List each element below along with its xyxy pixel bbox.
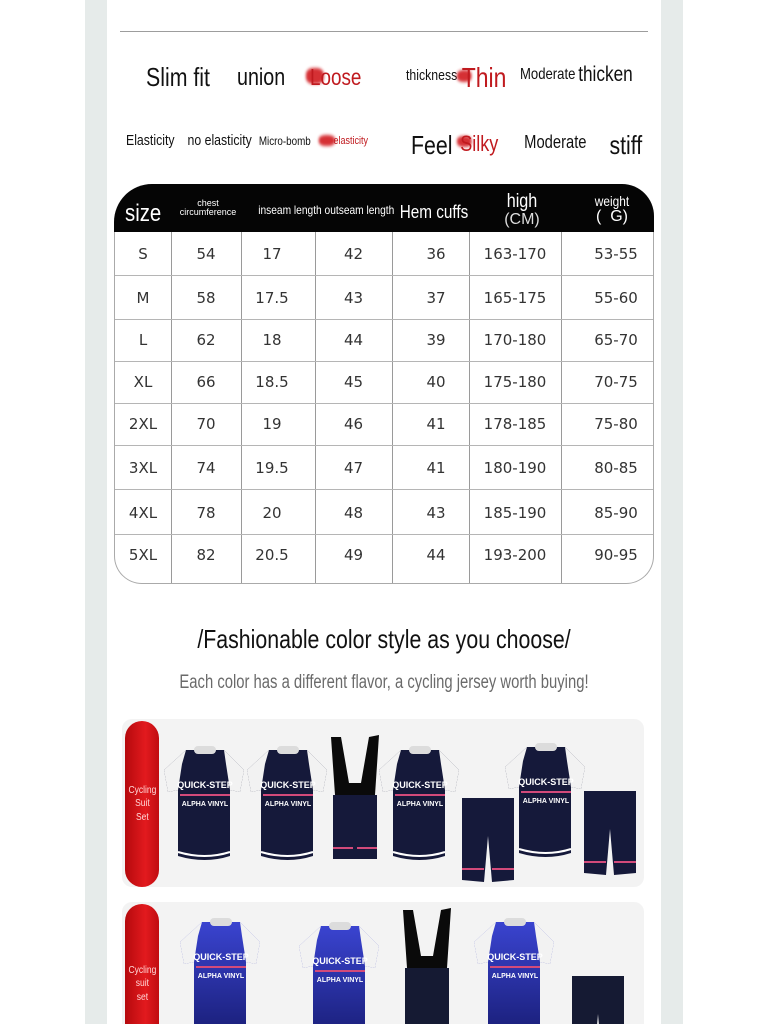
table-row [115,360,654,404]
svg-text:QUICK-STEP: QUICK-STEP [487,952,543,962]
svg-text:ALPHA VINYL: ALPHA VINYL [522,798,570,805]
cell-chest: 78 [196,503,216,522]
cell-outseam: 49 [343,546,364,564]
svg-text:ALPHA VINYL: ALPHA VINYL [396,801,444,808]
jersey-image [164,744,246,862]
svg-text:QUICK-STEP: QUICK-STEP [518,777,574,787]
cell-inseam: 18.5 [255,372,289,391]
elasticity-option-none: no elasticity [187,132,252,149]
cell-chest: 70 [196,414,216,433]
table-row [115,232,654,276]
fit-attribute [146,62,392,92]
cell-weight: 85-90 [594,503,638,522]
cell-height: 175-180 [483,372,547,391]
svg-text:QUICK-STEP: QUICK-STEP [177,780,233,790]
jersey-image [180,916,262,1024]
fit-label: Slim fit [146,62,210,92]
thickness-attribute [406,62,652,92]
cell-weight: 53-55 [594,244,638,263]
header-chest [170,199,246,218]
cell-inseam: 17.5 [255,288,289,307]
cell-size: M [136,288,150,307]
tab-line: set [136,991,148,1003]
header-height-line1: high [506,191,538,212]
product-tab-label [125,721,159,887]
cell-inseam: 20.5 [255,546,289,564]
feel-attribute [411,128,657,160]
left-margin-strip [85,0,107,1024]
cell-weight: 55-60 [594,288,638,307]
cell-height: 170-180 [483,330,547,349]
cell-inseam: 20 [262,503,282,522]
elasticity-label: Elasticity [126,132,175,149]
cell-inseam: 18 [262,330,282,349]
jersey-image [299,920,381,1024]
cell-weight: 75-80 [594,414,638,433]
right-margin-strip [661,0,683,1024]
cell-hem: 44 [426,546,446,564]
cell-size: 5XL [128,546,158,564]
svg-text:QUICK-STEP: QUICK-STEP [392,780,448,790]
svg-text:ALPHA VINYL: ALPHA VINYL [264,801,312,808]
header-chest-line1: chest [197,198,219,208]
header-weight-line1: weight [594,193,630,209]
cell-weight: 65-70 [594,330,638,349]
feel-option-moderate: Moderate [524,132,587,152]
jersey-image [379,744,461,862]
section-subtitle: Each color has a different flavor, a cycling jersey worth buying! [179,672,589,693]
svg-text:ALPHA VINYL: ALPHA VINYL [197,973,245,980]
cell-outseam: 45 [343,372,364,391]
svg-text:ALPHA VINYL: ALPHA VINYL [181,801,229,808]
cell-outseam: 46 [343,414,364,433]
cell-outseam: 48 [343,503,364,522]
feel-option-stiff: stiff [609,130,643,160]
product-detail-page [107,0,661,1024]
shorts-image [570,974,626,1024]
elasticity-option-high: elasticity [333,135,369,147]
cell-hem: 36 [426,244,446,263]
table-row [115,402,654,446]
jersey-image [474,916,556,1024]
header-weight [574,194,650,225]
divider [120,31,648,32]
cell-weight: 90-95 [594,546,638,564]
cell-weight: 70-75 [594,372,638,391]
cell-height: 185-190 [483,503,547,522]
cell-hem: 43 [426,503,446,522]
elasticity-attribute [126,132,372,156]
cell-chest: 82 [196,546,216,564]
tab-line: Set [135,811,149,823]
size-chart-body [114,232,654,584]
cell-outseam: 47 [343,458,364,477]
header-size: size [125,200,162,227]
thickness-option-moderate: Moderate [519,66,576,83]
size-chart-header [114,184,654,232]
elasticity-option-micro: Micro-bomb [258,134,311,148]
cell-height: 193-200 [483,546,547,564]
cell-chest: 74 [196,458,216,477]
cell-chest: 66 [196,372,216,391]
cell-size: S [138,244,148,263]
table-row [115,318,654,362]
cell-size: L [138,330,148,349]
thickness-label: thickness [406,67,458,84]
fit-option-loose: Loose [310,64,362,90]
table-row [115,491,654,535]
tab-line: suit [135,978,149,990]
cell-chest: 58 [196,288,216,307]
cell-outseam: 42 [343,244,364,263]
cell-hem: 41 [426,458,446,477]
feel-label: Feel [411,130,453,160]
cell-size: 2XL [128,414,158,433]
cell-inseam: 17 [262,244,282,263]
svg-text:ALPHA VINYL: ALPHA VINYL [491,973,539,980]
cell-height: 178-185 [483,414,547,433]
cell-hem: 37 [426,288,446,307]
bib-shorts-image [327,735,383,869]
cell-hem: 40 [426,372,446,391]
header-inseam-outseam: inseam length outseam length [258,203,395,217]
tab-line: Cycling [128,964,156,976]
thickness-option-thicken: thicken [578,63,633,86]
table-row [115,535,654,584]
header-chest-line2: circumference [179,207,237,218]
cell-outseam: 43 [343,288,364,307]
product-card-blue[interactable] [122,902,644,1024]
size-chart-table [114,184,654,584]
tab-line: Suit [134,798,150,810]
product-tab-label [125,904,159,1024]
cell-size: 4XL [128,503,158,522]
svg-text:QUICK-STEP: QUICK-STEP [260,780,316,790]
svg-text:QUICK-STEP: QUICK-STEP [193,952,249,962]
cell-hem: 39 [426,330,446,349]
svg-text:ALPHA VINYL: ALPHA VINYL [316,977,364,984]
cell-height: 180-190 [483,458,547,477]
cell-height: 165-175 [483,288,547,307]
cell-outseam: 44 [343,330,364,349]
table-row [115,446,654,490]
cell-size: 3XL [128,458,158,477]
header-weight-line2: ( G) [596,207,628,225]
svg-text:QUICK-STEP: QUICK-STEP [312,956,368,966]
header-height [482,192,562,229]
bib-shorts-image [399,908,455,1024]
cell-hem: 41 [426,414,446,433]
cell-chest: 62 [196,330,216,349]
header-hem-cuffs: Hem cuffs [399,202,469,222]
jersey-image [505,741,587,859]
cell-inseam: 19 [262,414,282,433]
fit-option-union: union [237,64,286,91]
header-height-line2: (CM) [504,210,540,228]
cell-inseam: 19.5 [255,458,289,477]
cell-height: 163-170 [483,244,547,263]
tab-line: Cycling [128,784,156,796]
table-row [115,276,654,320]
cell-weight: 80-85 [594,458,638,477]
jersey-image [247,744,329,862]
shorts-image [582,789,638,877]
thickness-option-thin: Thin [461,62,507,93]
product-card-navy[interactable] [122,719,644,887]
feel-option-silky: Silky [460,131,499,156]
cell-chest: 54 [196,244,216,263]
cell-size: XL [133,372,153,391]
section-title: /Fashionable color style as you choose/ [197,624,571,654]
